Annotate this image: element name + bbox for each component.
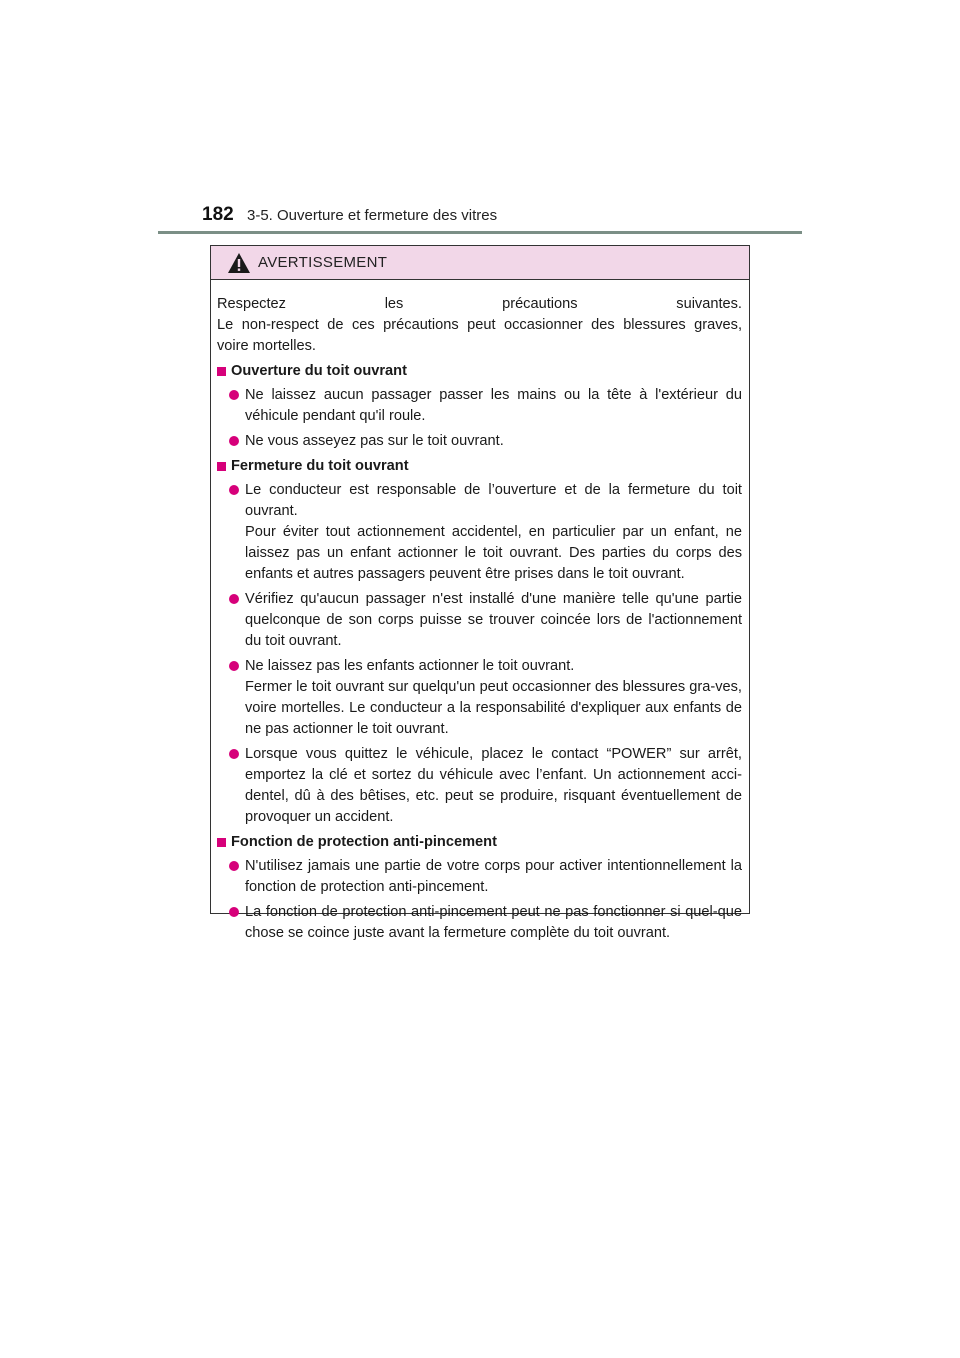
section-heading: [217, 361, 742, 382]
list-item: [229, 902, 742, 944]
round-bullet-icon: [229, 390, 239, 400]
paragraph: Fermer le toit ouvrant sur quelqu'un peut occasionner des blessures gra-ves, voire mortelles. Le conducteur a la responsabilité d'expliquer aux enfants de ne pas actionner le toit ouvrant.: [245, 679, 742, 737]
paragraph: La fonction de protection anti-pincement peut ne pas fonctionner si quel-que chose se coince juste avant la fermeture complète du toit ouvrant.: [245, 904, 742, 941]
warning-intro: [217, 294, 742, 357]
intro-line: Le non-respect de ces précautions peut occasionner des blessures graves,: [217, 317, 742, 333]
paragraph: N'utilisez jamais une partie de votre corps pour activer intentionnellement la fonction de protection anti-pincement.: [245, 858, 742, 895]
list-item: [229, 385, 742, 427]
list-item: [229, 480, 742, 585]
warning-body: [211, 280, 749, 944]
paragraph: Le conducteur est responsable de l’ouverture et de la fermeture du toit ouvrant.: [245, 482, 742, 519]
section-heading: [217, 456, 742, 477]
round-bullet-icon: [229, 594, 239, 604]
square-bullet-icon: [217, 462, 226, 471]
round-bullet-icon: [229, 749, 239, 759]
warning-sections: [217, 361, 742, 944]
list-item-text: [245, 856, 742, 898]
round-bullet-icon: [229, 661, 239, 671]
paragraph: Pour éviter tout actionnement accidentel, en particulier par un enfant, ne laissez pas un enfant actionner le toit ouvrant. Des parties du corps des enfants et autres passagers peuvent être prises dans le toit ouvrant.: [245, 524, 742, 582]
page-header: [0, 0, 960, 240]
intro-line: Respectez les précautions suivantes.: [217, 296, 742, 312]
list-item-text: [245, 385, 742, 427]
section-title: 3-5. Ouverture et fermeture des vitres: [247, 207, 498, 224]
list-item-text: [245, 902, 742, 944]
list-item: [229, 656, 742, 740]
header-rule: [158, 231, 802, 234]
round-bullet-icon: [229, 907, 239, 917]
warning-title: AVERTISSEMENT: [258, 254, 388, 271]
warning-triangle-icon: [227, 252, 251, 274]
round-bullet-icon: [229, 436, 239, 446]
paragraph: Ne vous asseyez pas sur le toit ouvrant.: [245, 433, 504, 449]
section-heading-text: Ouverture du toit ouvrant: [231, 363, 407, 379]
round-bullet-icon: [229, 861, 239, 871]
paragraph: Lorsque vous quittez le véhicule, placez le contact “POWER” sur arrêt, emportez la clé et sortez du véhicule avec l’enfant. Un actionnement acci-dentel, dû à des bêtises, etc. peut se produire, risquant éventuellement de provoquer un accident.: [245, 746, 742, 825]
list-item-text: [245, 589, 742, 652]
list-item: [229, 856, 742, 898]
paragraph: Ne laissez aucun passager passer les mains ou la tête à l'extérieur du véhicule pendant qu'il roule.: [245, 387, 742, 424]
list-item: [229, 744, 742, 828]
list-item-text: [245, 656, 742, 740]
list-item-text: [245, 480, 742, 585]
list-item: [229, 589, 742, 652]
paragraph: Vérifiez qu'aucun passager n'est installé d'une manière telle qu'une partie quelconque de son corps puisse se trouver coincée lors de l'actionnement du toit ouvrant.: [245, 591, 742, 649]
page-number: 182: [202, 204, 234, 225]
warning-header: [211, 246, 749, 280]
section-heading-text: Fermeture du toit ouvrant: [231, 458, 409, 474]
section-heading: [217, 832, 742, 853]
intro-line: voire mortelles.: [217, 338, 316, 354]
section-heading-text: Fonction de protection anti-pincement: [231, 834, 497, 850]
list-item-text: [245, 431, 742, 452]
round-bullet-icon: [229, 485, 239, 495]
paragraph: Ne laissez pas les enfants actionner le toit ouvrant.: [245, 658, 575, 674]
list-item-text: [245, 744, 742, 828]
warning-box: [210, 245, 750, 941]
square-bullet-icon: [217, 367, 226, 376]
list-item: [229, 431, 742, 452]
square-bullet-icon: [217, 838, 226, 847]
